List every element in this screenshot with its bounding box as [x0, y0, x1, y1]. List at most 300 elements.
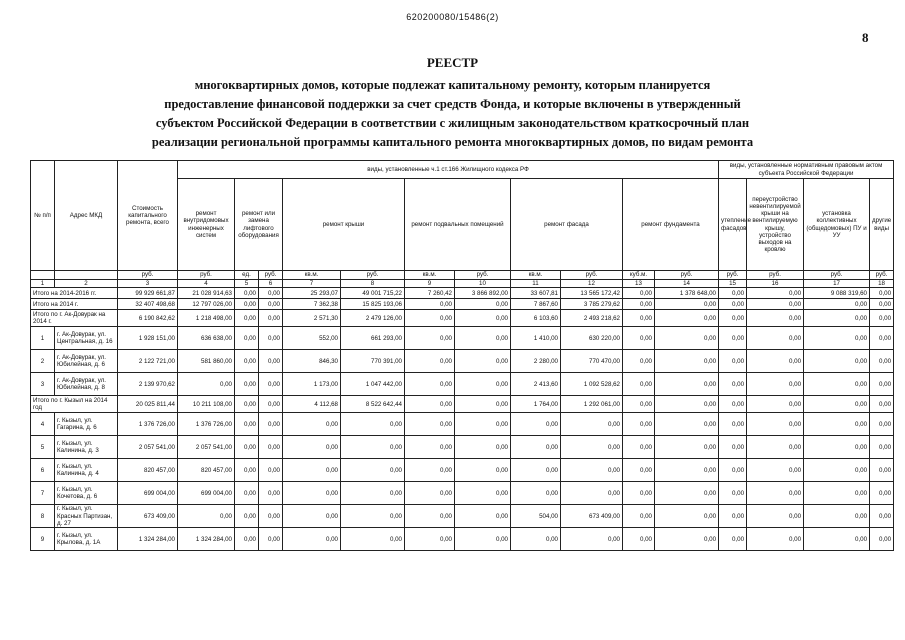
value-cell: 1 376 726,00: [178, 413, 235, 436]
index-cell: 13: [623, 280, 655, 288]
value-cell: 0,00: [259, 327, 283, 350]
col-facade: ремонт фасада: [511, 179, 623, 271]
index-cell: 2: [55, 280, 118, 288]
value-cell: 1 324 284,00: [118, 528, 178, 551]
value-cell: 552,00: [283, 327, 341, 350]
value-cell: 0,00: [655, 459, 719, 482]
value-cell: 0,00: [511, 436, 561, 459]
col-cost: Стоимость капитального ремонта, всего: [118, 161, 178, 271]
value-cell: 0,00: [655, 482, 719, 505]
value-cell: 0,00: [405, 436, 455, 459]
value-cell: 0,00: [561, 436, 623, 459]
value-cell: 0,00: [283, 459, 341, 482]
row-number: 8: [31, 505, 55, 528]
page-number: 8: [862, 30, 869, 45]
value-cell: 770 391,00: [341, 350, 405, 373]
value-cell: 0,00: [623, 288, 655, 299]
value-cell: 0,00: [455, 413, 511, 436]
value-cell: 846,30: [283, 350, 341, 373]
value-cell: 0,00: [455, 396, 511, 413]
value-cell: 7 867,60: [511, 299, 561, 310]
table-row: [31, 327, 894, 350]
value-cell: 0,00: [719, 327, 747, 350]
value-cell: 1 764,00: [511, 396, 561, 413]
address-cell: г. Кызыл, ул. Калинина, д. 4: [55, 459, 118, 482]
value-cell: 1 376 726,00: [118, 413, 178, 436]
value-cell: 0,00: [405, 505, 455, 528]
row-label: Итого по г. Кызыл на 2014 год: [31, 396, 118, 413]
value-cell: 673 409,00: [118, 505, 178, 528]
value-cell: 0,00: [561, 459, 623, 482]
value-cell: 0,00: [747, 396, 804, 413]
value-cell: 0,00: [511, 459, 561, 482]
address-cell: г. Кызыл, ул. Кочетова, д. 6: [55, 482, 118, 505]
value-cell: 0,00: [804, 528, 870, 551]
value-cell: 0,00: [283, 505, 341, 528]
subtotal-row: [31, 396, 894, 413]
value-cell: 0,00: [283, 413, 341, 436]
unit-cell: кв.м.: [511, 271, 561, 280]
value-cell: 0,00: [235, 459, 259, 482]
value-cell: 0,00: [870, 528, 894, 551]
table-row: [31, 373, 894, 396]
value-cell: 0,00: [719, 436, 747, 459]
index-cell: 11: [511, 280, 561, 288]
col-meters: установка коллективных (общедомовых) ПУ и УУ: [804, 179, 870, 271]
value-cell: 0,00: [747, 528, 804, 551]
value-cell: 1 092 528,62: [561, 373, 623, 396]
value-cell: 0,00: [259, 310, 283, 327]
value-cell: 0,00: [804, 413, 870, 436]
unit-cell: руб.: [719, 271, 747, 280]
value-cell: 1 410,00: [511, 327, 561, 350]
value-cell: 0,00: [511, 482, 561, 505]
row-label: Итого по г. Ак-Довурак на 2014 г.: [31, 310, 118, 327]
value-cell: 0,00: [870, 482, 894, 505]
value-cell: 0,00: [804, 350, 870, 373]
table-row: [31, 459, 894, 482]
unit-cell: руб.: [870, 271, 894, 280]
value-cell: 0,00: [455, 505, 511, 528]
index-cell: 9: [405, 280, 455, 288]
group-code-types: виды, установленные ч.1 ст.166 Жилищного кодекса РФ: [178, 161, 719, 179]
unit-cell: куб.м.: [623, 271, 655, 280]
value-cell: 0,00: [259, 459, 283, 482]
col-address: Адрес МКД: [55, 161, 118, 271]
value-cell: 13 565 172,42: [561, 288, 623, 299]
unit-cell: руб.: [178, 271, 235, 280]
value-cell: 0,00: [655, 310, 719, 327]
value-cell: 0,00: [235, 350, 259, 373]
value-cell: 0,00: [178, 505, 235, 528]
value-cell: 0,00: [804, 373, 870, 396]
value-cell: 0,00: [747, 373, 804, 396]
value-cell: 0,00: [870, 436, 894, 459]
col-roof: ремонт крыши: [283, 179, 405, 271]
value-cell: 0,00: [719, 482, 747, 505]
value-cell: 0,00: [655, 505, 719, 528]
value-cell: 0,00: [870, 350, 894, 373]
value-cell: 2 280,00: [511, 350, 561, 373]
value-cell: 661 293,00: [341, 327, 405, 350]
value-cell: 673 409,00: [561, 505, 623, 528]
value-cell: 0,00: [747, 413, 804, 436]
table-body: [31, 288, 894, 551]
row-number: 9: [31, 528, 55, 551]
address-cell: г. Кызыл, ул. Красных Партизан, д. 27: [55, 505, 118, 528]
col-foundation: ремонт фундамента: [623, 179, 719, 271]
table-row: [31, 436, 894, 459]
value-cell: 1 218 498,00: [178, 310, 235, 327]
table-row: [31, 505, 894, 528]
value-cell: 12 797 026,00: [178, 299, 235, 310]
value-cell: 0,00: [235, 505, 259, 528]
value-cell: 0,00: [455, 459, 511, 482]
value-cell: 0,00: [804, 482, 870, 505]
value-cell: 0,00: [747, 505, 804, 528]
value-cell: 7 362,38: [283, 299, 341, 310]
subtitle-line: предоставление финансовой поддержки за счет средств Фонда, и которые включены в утвержденный: [164, 97, 741, 111]
address-cell: г. Ак-Довурак, ул. Юбилейная, д. 6: [55, 350, 118, 373]
value-cell: 0,00: [283, 482, 341, 505]
value-cell: 3 785 279,62: [561, 299, 623, 310]
value-cell: 0,00: [623, 505, 655, 528]
value-cell: 0,00: [511, 528, 561, 551]
value-cell: 0,00: [235, 528, 259, 551]
index-cell: 3: [118, 280, 178, 288]
row-number: 4: [31, 413, 55, 436]
value-cell: 0,00: [870, 413, 894, 436]
value-cell: 0,00: [655, 413, 719, 436]
row-number: 6: [31, 459, 55, 482]
address-cell: г. Кызыл, ул. Калинина, д. 3: [55, 436, 118, 459]
value-cell: 0,00: [623, 350, 655, 373]
value-cell: 0,00: [259, 413, 283, 436]
total-row: [31, 288, 894, 299]
value-cell: 0,00: [747, 327, 804, 350]
value-cell: 2 139 970,62: [118, 373, 178, 396]
value-cell: 0,00: [747, 459, 804, 482]
table-row: [31, 350, 894, 373]
value-cell: 0,00: [623, 528, 655, 551]
value-cell: 0,00: [455, 327, 511, 350]
value-cell: 0,00: [405, 396, 455, 413]
value-cell: 0,00: [804, 436, 870, 459]
col-num: № п/п: [31, 161, 55, 271]
value-cell: 0,00: [655, 528, 719, 551]
value-cell: 0,00: [623, 459, 655, 482]
unit-cell: руб.: [118, 271, 178, 280]
row-label: Итого на 2014-2016 гг.: [31, 288, 118, 299]
unit-cell: руб.: [561, 271, 623, 280]
subtotal-row: [31, 310, 894, 327]
col-utility: ремонт внутридомовых инженерных систем: [178, 179, 235, 271]
value-cell: 0,00: [259, 288, 283, 299]
value-cell: 0,00: [455, 373, 511, 396]
value-cell: 0,00: [235, 396, 259, 413]
unit-cell: кв.м.: [405, 271, 455, 280]
value-cell: 0,00: [341, 436, 405, 459]
value-cell: 0,00: [719, 299, 747, 310]
value-cell: 21 028 914,63: [178, 288, 235, 299]
unit-cell: кв.м.: [283, 271, 341, 280]
value-cell: 0,00: [259, 436, 283, 459]
value-cell: 10 211 108,00: [178, 396, 235, 413]
subtitle-line: субъектом Российской Федерации в соответствии с жилищным законодательством краткосрочный план: [155, 116, 750, 130]
value-cell: 0,00: [259, 528, 283, 551]
subtitle-line: многоквартирных домов, которые подлежат капитальному ремонту, которым планируется: [194, 78, 711, 92]
index-cell: 7: [283, 280, 341, 288]
row-number: 7: [31, 482, 55, 505]
value-cell: 15 825 193,06: [341, 299, 405, 310]
value-cell: 33 607,81: [511, 288, 561, 299]
index-cell: 6: [259, 280, 283, 288]
unit-cell: руб.: [341, 271, 405, 280]
value-cell: 1 324 284,00: [178, 528, 235, 551]
value-cell: 0,00: [455, 310, 511, 327]
value-cell: 0,00: [405, 482, 455, 505]
index-cell: 10: [455, 280, 511, 288]
value-cell: 0,00: [623, 310, 655, 327]
value-cell: 0,00: [870, 459, 894, 482]
value-cell: 0,00: [719, 350, 747, 373]
unit-cell: [31, 271, 55, 280]
value-cell: 0,00: [747, 299, 804, 310]
value-cell: 6 103,60: [511, 310, 561, 327]
value-cell: 0,00: [259, 299, 283, 310]
value-cell: 820 457,00: [118, 459, 178, 482]
value-cell: 0,00: [405, 528, 455, 551]
value-cell: 0,00: [283, 436, 341, 459]
value-cell: 0,00: [804, 327, 870, 350]
value-cell: 630 220,00: [561, 327, 623, 350]
value-cell: 0,00: [623, 373, 655, 396]
value-cell: 0,00: [719, 528, 747, 551]
table-row: [31, 482, 894, 505]
value-cell: 99 929 661,87: [118, 288, 178, 299]
value-cell: 0,00: [259, 505, 283, 528]
col-basement: ремонт подвальных помещений: [405, 179, 511, 271]
value-cell: 0,00: [804, 299, 870, 310]
unit-cell: руб.: [804, 271, 870, 280]
value-cell: 0,00: [455, 350, 511, 373]
value-cell: 0,00: [655, 396, 719, 413]
unit-cell: руб.: [259, 271, 283, 280]
unit-cell: [55, 271, 118, 280]
col-other: другие виды: [870, 179, 894, 271]
value-cell: 0,00: [405, 459, 455, 482]
index-cell: 12: [561, 280, 623, 288]
value-cell: 0,00: [747, 350, 804, 373]
value-cell: 0,00: [259, 482, 283, 505]
value-cell: 2 122 721,00: [118, 350, 178, 373]
value-cell: 0,00: [747, 288, 804, 299]
value-cell: 0,00: [235, 413, 259, 436]
value-cell: 1 173,00: [283, 373, 341, 396]
value-cell: 504,00: [511, 505, 561, 528]
value-cell: 0,00: [405, 413, 455, 436]
index-cell: 16: [747, 280, 804, 288]
value-cell: 2 571,30: [283, 310, 341, 327]
value-cell: 0,00: [455, 299, 511, 310]
value-cell: 0,00: [561, 528, 623, 551]
value-cell: 0,00: [455, 436, 511, 459]
address-cell: г. Кызыл, ул. Крылова, д. 1А: [55, 528, 118, 551]
value-cell: 1 378 648,00: [655, 288, 719, 299]
value-cell: 0,00: [235, 299, 259, 310]
index-cell: 5: [235, 280, 259, 288]
unit-cell: ед.: [235, 271, 259, 280]
index-cell: 17: [804, 280, 870, 288]
value-cell: 0,00: [235, 373, 259, 396]
index-cell: 14: [655, 280, 719, 288]
value-cell: 0,00: [870, 288, 894, 299]
value-cell: 0,00: [623, 327, 655, 350]
value-cell: 0,00: [235, 482, 259, 505]
table-row: [31, 413, 894, 436]
value-cell: 0,00: [623, 436, 655, 459]
col-ventilated-roof: переустройство невентилируемой крыши на вентилируемую крышу, устройство выходов на кровлю: [747, 179, 804, 271]
value-cell: 0,00: [455, 482, 511, 505]
subtitle-line: реализации региональной программы капитального ремонта многоквартирных домов, по видам ремонта: [151, 135, 754, 149]
value-cell: 2 493 218,62: [561, 310, 623, 327]
col-elevator: ремонт или замена лифтового оборудования: [235, 179, 283, 271]
value-cell: 1 047 442,00: [341, 373, 405, 396]
column-index-row: [31, 280, 894, 288]
registry-table: [30, 160, 894, 551]
value-cell: 7 260,42: [405, 288, 455, 299]
value-cell: 581 860,00: [178, 350, 235, 373]
index-cell: 1: [31, 280, 55, 288]
value-cell: 0,00: [719, 373, 747, 396]
value-cell: 0,00: [719, 505, 747, 528]
row-number: 5: [31, 436, 55, 459]
value-cell: 0,00: [405, 350, 455, 373]
value-cell: 0,00: [341, 528, 405, 551]
value-cell: 0,00: [804, 459, 870, 482]
address-cell: г. Ак-Довурак, ул. Юбилейная, д. 8: [55, 373, 118, 396]
value-cell: 0,00: [623, 413, 655, 436]
value-cell: 0,00: [405, 299, 455, 310]
value-cell: 1 928 151,00: [118, 327, 178, 350]
value-cell: 0,00: [719, 413, 747, 436]
value-cell: 699 004,00: [178, 482, 235, 505]
value-cell: 0,00: [655, 327, 719, 350]
value-cell: 0,00: [870, 299, 894, 310]
value-cell: 0,00: [405, 310, 455, 327]
document-title: РЕЕСТР: [426, 55, 479, 70]
group-regional-types: виды, установленные нормативным правовым актом субъекта Российской Федерации: [719, 161, 894, 179]
value-cell: 2 413,60: [511, 373, 561, 396]
value-cell: 1 292 061,00: [561, 396, 623, 413]
value-cell: 0,00: [870, 310, 894, 327]
value-cell: 0,00: [511, 413, 561, 436]
value-cell: 0,00: [259, 396, 283, 413]
value-cell: 0,00: [804, 310, 870, 327]
row-number: 2: [31, 350, 55, 373]
value-cell: 820 457,00: [178, 459, 235, 482]
value-cell: 20 025 811,44: [118, 396, 178, 413]
value-cell: 0,00: [747, 436, 804, 459]
col-insulation: утепление фасадов: [719, 179, 747, 271]
value-cell: 770 470,00: [561, 350, 623, 373]
value-cell: 3 866 892,00: [455, 288, 511, 299]
value-cell: 0,00: [870, 327, 894, 350]
value-cell: 4 112,68: [283, 396, 341, 413]
value-cell: 0,00: [235, 310, 259, 327]
value-cell: 636 638,00: [178, 327, 235, 350]
value-cell: 0,00: [455, 528, 511, 551]
value-cell: 8 522 642,44: [341, 396, 405, 413]
value-cell: 25 293,07: [283, 288, 341, 299]
index-cell: 18: [870, 280, 894, 288]
value-cell: 0,00: [719, 310, 747, 327]
value-cell: 0,00: [655, 350, 719, 373]
value-cell: 0,00: [804, 505, 870, 528]
unit-cell: руб.: [747, 271, 804, 280]
value-cell: 6 190 842,62: [118, 310, 178, 327]
document-number: 620200080/15486(2): [406, 12, 499, 22]
value-cell: 0,00: [719, 288, 747, 299]
unit-cell: руб.: [455, 271, 511, 280]
value-cell: 0,00: [623, 299, 655, 310]
value-cell: 0,00: [235, 436, 259, 459]
row-number: 3: [31, 373, 55, 396]
value-cell: 0,00: [283, 528, 341, 551]
units-row: [31, 271, 894, 280]
value-cell: 699 004,00: [118, 482, 178, 505]
value-cell: 32 407 498,68: [118, 299, 178, 310]
value-cell: 0,00: [623, 396, 655, 413]
table-row: [31, 528, 894, 551]
value-cell: 0,00: [623, 482, 655, 505]
value-cell: 0,00: [341, 413, 405, 436]
value-cell: 2 479 126,00: [341, 310, 405, 327]
value-cell: 2 057 541,00: [118, 436, 178, 459]
value-cell: 0,00: [719, 459, 747, 482]
value-cell: 0,00: [341, 505, 405, 528]
value-cell: 0,00: [341, 459, 405, 482]
value-cell: 0,00: [561, 482, 623, 505]
index-cell: 15: [719, 280, 747, 288]
value-cell: 0,00: [561, 413, 623, 436]
value-cell: 0,00: [341, 482, 405, 505]
row-number: 1: [31, 327, 55, 350]
value-cell: 0,00: [235, 288, 259, 299]
index-cell: 4: [178, 280, 235, 288]
value-cell: 0,00: [178, 373, 235, 396]
value-cell: 49 001 715,22: [341, 288, 405, 299]
value-cell: 0,00: [747, 310, 804, 327]
value-cell: 0,00: [655, 436, 719, 459]
value-cell: 0,00: [235, 327, 259, 350]
address-cell: г. Ак-Довурак, ул. Центральная, д. 16: [55, 327, 118, 350]
value-cell: 0,00: [870, 373, 894, 396]
value-cell: 0,00: [655, 299, 719, 310]
value-cell: 0,00: [804, 396, 870, 413]
unit-cell: руб.: [655, 271, 719, 280]
value-cell: 0,00: [259, 373, 283, 396]
total-row: [31, 299, 894, 310]
value-cell: 0,00: [405, 373, 455, 396]
row-label: Итого на 2014 г.: [31, 299, 118, 310]
value-cell: 0,00: [719, 396, 747, 413]
value-cell: 2 057 541,00: [178, 436, 235, 459]
value-cell: 0,00: [747, 482, 804, 505]
address-cell: г. Кызыл, ул. Гагарина, д. 6: [55, 413, 118, 436]
value-cell: 0,00: [655, 373, 719, 396]
value-cell: 0,00: [870, 505, 894, 528]
